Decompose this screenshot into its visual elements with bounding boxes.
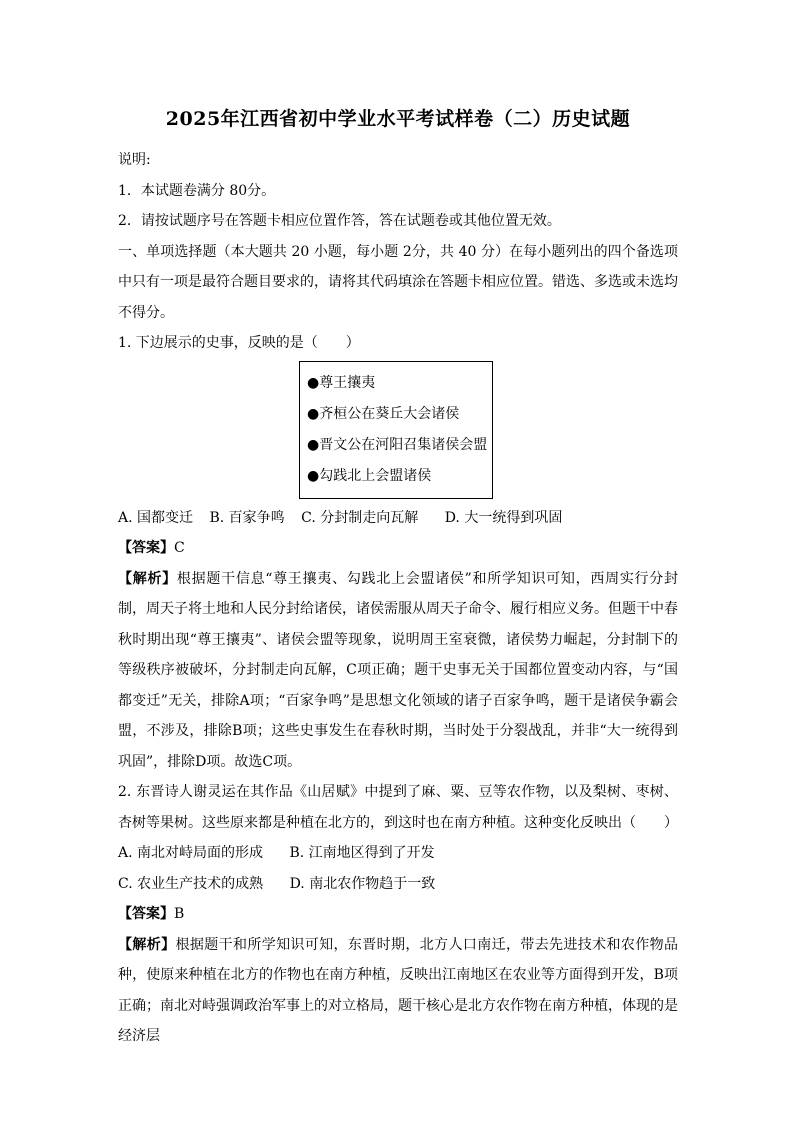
question-1-material-box xyxy=(299,361,493,499)
material-item: ●齐桓公在葵丘大会诸侯 xyxy=(307,405,460,422)
option-a: A. 南北对峙局面的形成 xyxy=(118,845,264,861)
question-2-options-row-2 xyxy=(118,869,678,900)
question-1-stem: 1. 下边展示的史事，反映的是（ ） xyxy=(118,335,360,351)
instructions-heading: 说明: xyxy=(118,152,151,168)
analysis-label: 【解析】 xyxy=(118,570,177,587)
instruction-item-1: 1．本试题卷满分 80分。 xyxy=(118,182,276,199)
instruction-item-2: 2．请按试题序号在答题卡相应位置作答，答在试题卷或其他位置无效。 xyxy=(118,213,561,229)
answer-label: 【答案】 xyxy=(118,906,174,922)
material-item: ●尊王攘夷 xyxy=(307,374,376,391)
answer-value: C xyxy=(174,540,185,556)
option-b: B. 江南地区得到了开发 xyxy=(289,845,435,861)
option-a: A. 国都变迁 xyxy=(118,509,194,526)
option-d: D. 南北农作物趋于一致 xyxy=(289,875,436,892)
page-title: 2025年江西省初中学业水平考试样卷（二）历史试题 xyxy=(165,108,631,130)
question-2-options-row-1 xyxy=(118,838,678,869)
analysis-text: 根据题干和所学知识可知，东晋时期，北方人口南迁，带去先进技术和农作物品种，使原来种植在北方的作物也在南方种植，反映出江南地区在农业等方面得到开发，B项正确；南北对峙强调政治军事上的对立格局，题干核心是北方农作物在南方种植，体现的是经济层 xyxy=(118,936,679,1044)
question-2-answer xyxy=(118,899,678,930)
question-1-analysis xyxy=(118,564,678,778)
material-item: ●晋文公在河阳召集诸侯会盟 xyxy=(307,436,488,453)
question-2-analysis xyxy=(118,930,678,1052)
answer-value: B xyxy=(174,906,185,922)
exam-page xyxy=(118,104,678,1052)
option-c: C. 农业生产技术的成熟 xyxy=(118,875,264,892)
question-1-answer xyxy=(118,533,678,564)
analysis-text: 根据题干信息“尊王攘夷、勾践北上会盟诸侯”和所学知识可知，西周实行分封制，周天子将土地和人民分封给诸侯，诸侯需服从周天子命令、履行相应义务。但题干中春秋时期出现“尊王攘夷”、诸侯会盟等现象，说明周王室衰微，诸侯势力崛起，分封制下的等级秩序被破坏，分封制走向瓦解，C项正确；题干史事无关于国都位置变动内容，与“国都变迁”无关，排除A项；“百家争鸣”是思想文化领域的诸子百家争鸣，题干是诸侯争霸会盟，不涉及，排除B项；这些史事发生在春秋时期，当时处于分裂战乱，并非“大一统得到巩固”，排除D项。故选C项。 xyxy=(118,570,679,770)
analysis-label: 【解析】 xyxy=(118,936,176,953)
section-heading: 一、单项选择题（本大题共 20 小题，每小题 2分，共 40 分）在每小题列出的四个备选项中只有一项是最符合题目要求的，请将其代码填涂在答题卡相应位置。错选、多选或未选均不得分。 xyxy=(118,243,678,321)
material-item: ●勾践北上会盟诸侯 xyxy=(307,467,432,484)
option-b: B. 百家争鸣 xyxy=(209,509,285,526)
option-c: C. 分封制走向瓦解 xyxy=(301,509,419,526)
option-d: D. 大一统得到巩固 xyxy=(444,509,563,526)
question-1-options xyxy=(118,503,678,534)
question-2-stem: 2. 东晋诗人谢灵运在其作品《山居赋》中提到了麻、粟、豆等农作物，以及梨树、枣树、杏树等果树。这些原来都是种植在北方的，到这时也在南方种植。这种变化反映出（ ） xyxy=(118,784,678,831)
answer-label: 【答案】 xyxy=(118,540,174,556)
